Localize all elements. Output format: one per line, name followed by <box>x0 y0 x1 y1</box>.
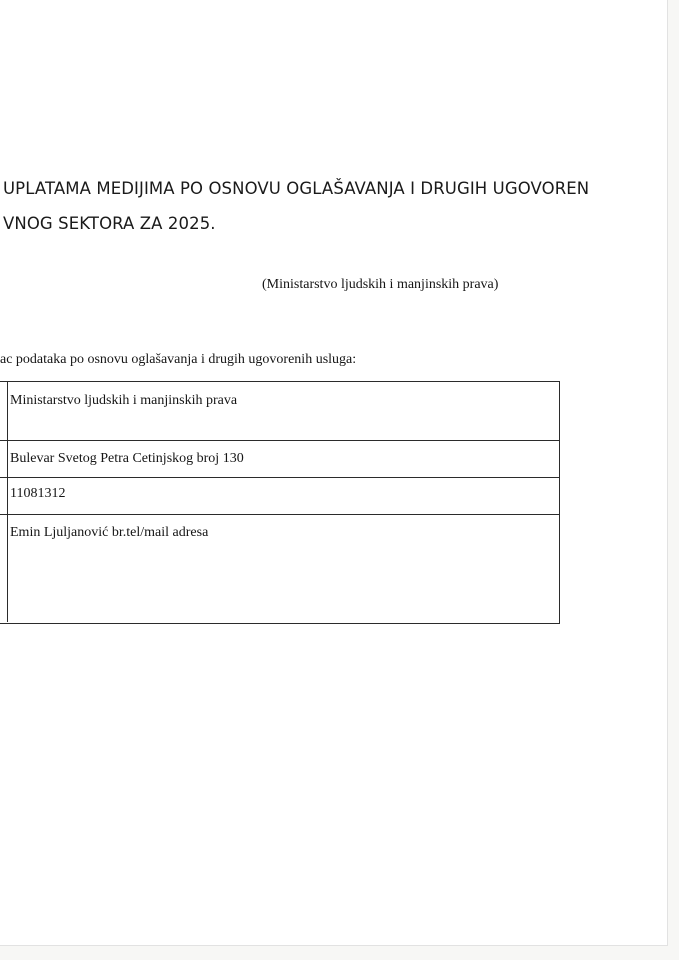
table-row <box>0 515 560 624</box>
table-row <box>0 441 560 478</box>
table-row <box>0 478 560 515</box>
table-left-border <box>7 381 8 622</box>
institution-id-number: 11081312 <box>10 486 66 501</box>
contact-person: Emin Ljuljanović br.tel/mail adresa <box>10 525 209 540</box>
institution-name: Ministarstvo ljudskih i manjinskih prava <box>10 393 238 408</box>
intro-text: ac podataka po osnovu oglašavanja i drugih ugovorenih usluga: <box>0 352 357 367</box>
institution-address: Bulevar Svetog Petra Cetinjskog broj 130 <box>10 451 244 466</box>
table-row <box>0 382 560 441</box>
institution-name-cell <box>0 382 560 441</box>
ministry-subtitle: (Ministarstvo ljudskih i manjinskih prava) <box>262 277 499 292</box>
address-cell <box>0 441 560 478</box>
document-heading-line-1: UPLATAMA MEDIJIMA PO OSNOVU OGLAŠAVANJA I DRUGIH UGOVOREN <box>3 179 590 198</box>
contact-cell <box>0 515 560 624</box>
info-table <box>0 381 560 624</box>
id-number-cell <box>0 478 560 515</box>
document-heading-line-2: VNOG SEKTORA ZA 2025. <box>3 214 216 233</box>
